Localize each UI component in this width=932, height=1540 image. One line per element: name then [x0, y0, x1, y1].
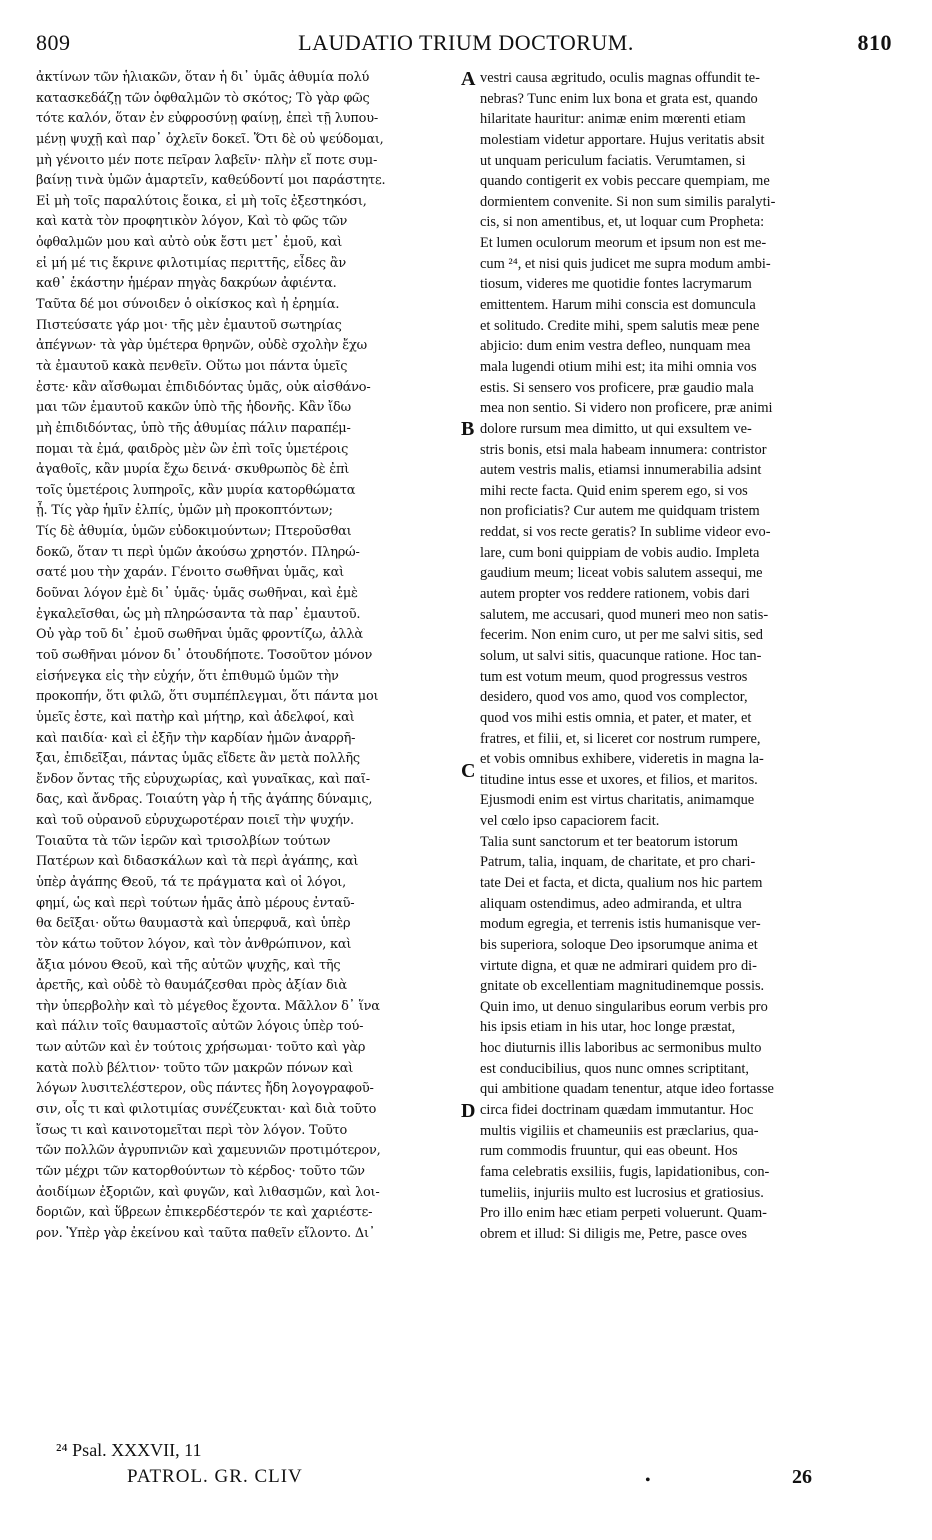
latin-text-line: emittentem. Harum mihi conscia est domuncula [480, 297, 756, 314]
greek-text-line: ἀκτίνων τῶν ἡλιακῶν, ὅταν ἡ δι᾽ ὑμᾶς ἀθυμία πολύ [36, 70, 370, 85]
greek-text-line: ρον. Ὑπὲρ γὰρ ἐκείνου καὶ ταῦτα παθεῖν εἴλοντο. Δι᾽ [36, 1225, 376, 1241]
greek-text-line: σατέ μου τὴν χαράν. Γένοιτο σωθῆναι ὑμᾶς, καὶ [36, 565, 345, 581]
latin-text-line: est conducibilius, quos nunc omnes scriptitant, [480, 1060, 749, 1077]
latin-text-line: tum est votum meum, quod progressus vestros [480, 668, 748, 685]
latin-text-line: Patrum, talia, inquam, de charitate, et pro chari- [480, 854, 756, 871]
greek-text-line: Οὐ γὰρ τοῦ δι᾽ ἐμοῦ σωθῆναι ὑμᾶς φροντίζω, ἀλλὰ [36, 627, 363, 643]
greek-text-line: Εἰ μὴ τοῖς παραλύτοις ἔοικα, εἰ μὴ τοῖς ἐξεστηκόσι, [36, 193, 367, 209]
greek-text-line: ἀρετῆς, καὶ οὐδὲ τὸ θαυμάζεσθαι πρὸς ἀξίαν διὰ [36, 978, 347, 994]
latin-text-line: et solitudo. Credite mihi, spem salutis meæ pene [480, 317, 760, 334]
latin-text-line: estis. Si sensero vos proficere, præ gaudio mala [480, 379, 754, 396]
latin-text-line: solum, ut salvi sitis, quacunque ratione. Hoc tan- [480, 647, 762, 664]
latin-text-line: quod vos mihi estis omnia, et pater, et mater, et [480, 709, 752, 726]
latin-text-line: virtute digna, et quæ ne admirari quidem pro di- [480, 957, 757, 974]
section-marker-b: B [461, 418, 475, 440]
latin-text-line: gaudium meum; liceat vobis salutem assequi, me [480, 565, 763, 582]
latin-text-line: gnitate ob excellentiam magnitudinemque possis. [480, 978, 765, 995]
latin-text-line: tate Dei et facta, et dicta, qualium nos hic partem [480, 874, 763, 891]
latin-text-line: salutem, me accusari, quod muneri meo non satis- [480, 606, 769, 623]
greek-text-line: καὶ παιδία· καὶ εἰ ἐξῆν τὴν καρδίαν ἡμῶν ἀναρρῆ- [36, 730, 356, 746]
greek-text-line: ᾖ. Τίς γὰρ ἡμῖν ἐλπίς, ὑμῶν μὴ προκοπτόντων; [36, 503, 333, 519]
latin-text-line: ut unquam periculum faciatis. Verumtamen, si [480, 152, 746, 169]
latin-text-line: vestri causa ægritudo, oculis magnas offundit te- [480, 70, 760, 86]
greek-text-line: κατασκεδάζῃ τῶν ὀφθαλμῶν τὸ σκότος; Τὸ γὰρ φῶς [36, 90, 370, 106]
greek-text-line: εἰσήνεγκα εἰς τὴν εὐχήν, ὅτι ἐπιθυμῶ ὑμῶν τὴν [36, 668, 339, 684]
latin-text-line: quando contigerit ex vobis peccare quempiam, me [480, 173, 770, 190]
latin-text-line: mala lugendi otium mihi est; ita mihi omnia vos [480, 358, 757, 375]
greek-text-line: μὴ ἐπιδιδόντας, ὑπὸ τῆς ἀθυμίας πάλιν παραπέμ- [36, 420, 351, 436]
dot-mark: • [645, 1472, 651, 1489]
greek-text-line: ἐγκαλεῖσθαι, ὡς μὴ πληρώσαντα τὰ παρ᾽ ἐμαυτοῦ. [36, 606, 361, 622]
latin-text-line: hilaritate hauritur: animæ enim mœrenti etiam [480, 111, 746, 128]
latin-text-line: mihi recte facta. Quid enim sperem ego, si vos [480, 482, 748, 499]
latin-text-line: autem propter vos reddere rationem, vobis dari [480, 586, 750, 603]
greek-text-column [36, 68, 458, 1438]
greek-text-line: ἐστε· κἂν αἴσθωμαι ἐπιδιδόντας ὑμᾶς, οὐκ αἰσθάνο- [36, 379, 371, 395]
greek-text-line: Τίς δὲ ἀθυμία, ὑμῶν εὐδοκιμούντων; Πτεροῦσθαι [36, 524, 352, 540]
latin-text-line: his ipsis etiam in his utar, hoc longe præstat, [480, 1019, 736, 1036]
greek-text-line: Πατέρων καὶ διδασκάλων καὶ τὰ περὶ ἀγάπης, καὶ [36, 854, 359, 870]
greek-text-line: ἀοιδίμων ἐξοριῶν, καὶ φυγῶν, καὶ λιθασμῶν, καὶ λοι- [36, 1184, 380, 1200]
latin-text-line: cum ²⁴, et nisi quis judicet me supra modum ambi- [480, 255, 771, 272]
latin-text-line: obrem et illud: Si diligis me, Petre, pasce oves [480, 1225, 747, 1242]
latin-text-line: abjicio: dum enim vestra defleo, nunquam mea [480, 338, 751, 355]
greek-text-line: τοῦ σωθῆναι μόνον δι᾽ ὁτουδήποτε. Τοσοῦτον μόνον [36, 647, 373, 663]
latin-text-line: fecerim. Non enim curo, ut per me salvi sitis, sed [480, 627, 763, 644]
greek-text-line: δοκῶ, ὅταν τι περὶ ὑμῶν ἀκούσω χρηστόν. Πληρώ- [36, 544, 360, 560]
latin-text-line: mea non sentio. Si videro non proficere, præ animi [480, 400, 773, 417]
greek-text-line: τὴν ὑπερβολὴν καὶ τὸ μέγεθος ἔχοντα. Μᾶλλον δ᾽ ἵνα [36, 998, 380, 1014]
latin-text-line: fratres, et filii, et, si liceret cor nostrum rumpere, [480, 730, 761, 747]
greek-text-line: εἰ μή μέ τις ἔκρινε φιλοτιμίας περιττῆς, εἶδες ἂν [36, 255, 346, 271]
greek-text-line: καὶ κατὰ τὸν προφητικὸν λόγον, Καὶ τὸ φῶς τῶν [36, 214, 348, 230]
page-number-right: 810 [857, 30, 892, 55]
greek-text-line: καθ᾽ ἑκάστην ἡμέραν πηγὰς δακρύων ἀφιέντα. [36, 276, 337, 292]
greek-text-line: μαι τῶν ἐμαυτοῦ κακῶν ὑπὸ τῆς ἡδονῆς. Κἂν ἴδω [36, 400, 351, 416]
latin-text-line: autem vestris malis, etiamsi innumerabilia adsint [480, 462, 762, 479]
latin-text-line: fama celebratis exsiliis, fugis, lapidationibus, con- [480, 1163, 770, 1180]
latin-text-line: Et lumen oculorum meorum et ipsum non est me- [480, 235, 767, 252]
greek-text-line: προκοπήν, ὅτι φιλῶ, ὅτι συμπέπλεγμαι, ὅτι πάντα μοι [36, 689, 379, 705]
latin-text-line: stris bonis, etsi mala habeam innumera: contristor [480, 441, 767, 458]
section-marker-c: C [461, 760, 476, 782]
latin-text-line: qui ambitione quadam tenentur, atque ideo fortasse [480, 1081, 774, 1098]
greek-text-line: των αὐτῶν καὶ ἐν τούτοις χρήσωμαι· τοῦτο καὶ γὰρ [36, 1040, 366, 1056]
greek-text-line: τὸν κάτω τοῦτον λόγον, καὶ τὸν ἀνθρώπινον, καὶ [36, 936, 352, 952]
greek-text-line: φημί, ὡς καὶ περὶ τούτων ἡμᾶς ἀπὸ μέρους ἐνταῦ- [36, 895, 355, 911]
section-marker-a: A [461, 68, 476, 90]
greek-text-line: ὑμεῖς ἐστε, καὶ πατὴρ καὶ μήτηρ, καὶ ἀδελφοί, καὶ [36, 709, 355, 725]
latin-text-line: dolore rursum mea dimitto, ut qui exsultem ve- [480, 420, 752, 437]
greek-text-line: ἀγαθοῖς, κἂν μυρία ἔχω δεινά· σκυθρωπὸς δὲ ἐπὶ [36, 462, 350, 478]
greek-text-line: τῶν μέχρι τῶν κατορθούντων τὸ κέρδος· τοῦτο τῶν [36, 1163, 365, 1179]
greek-text-line: λόγων λυσιτελέστερον, οὓς πάντες ἤδη λογογραφοῦ- [36, 1081, 374, 1097]
latin-text-line: Ejusmodi enim est virtus charitatis, animamque [480, 792, 755, 809]
latin-text-line: aliquam ostendimus, adeo admiranda, et ultra [480, 895, 742, 912]
greek-text-line: τότε καλόν, ὅταν ἐν εὐφροσύνῃ φαίνῃ, ἐπεὶ τῇ λυπου- [36, 111, 379, 127]
greek-text-line: ἴσως τι καὶ καινοτομεῖται περὶ τὸν λόγον. Τοῦτο [36, 1122, 348, 1138]
greek-text-line: τῶν πολλῶν ἀγρυπνιῶν καὶ χαμευνιῶν προτιμότερον, [36, 1143, 381, 1159]
latin-text-line: Pro illo enim hæc etiam perpeti voluerunt. Quam- [480, 1205, 767, 1222]
latin-text-line: cis, si non amentibus, et, ut loquar cum Propheta: [480, 214, 765, 231]
latin-text-line: reddat, si vos recte geratis? In sublime videor evo- [480, 524, 771, 541]
section-marker-d: D [461, 1100, 476, 1122]
latin-text-line: non proficiatis? Cur autem me quidquam tristem [480, 503, 760, 520]
footnote: ²⁴ Psal. XXXVII, 11 [56, 1440, 202, 1460]
greek-text-line: καὶ τοῦ οὐρανοῦ εὐρυχωροτέραν ποιεῖ τὴν ψυχήν. [36, 813, 354, 829]
latin-text-line: vel cœlo ipso capaciorem facit. [480, 813, 660, 830]
greek-text-line: Ταῦτα δέ μοι σύνοιδεν ὁ οἰκίσκος καὶ ἡ ἐρημία. [36, 297, 340, 313]
greek-text-line: πομαι τὰ ἐμά, φαιδρὸς μὲν ὢν ἐπὶ τοῖς ὑμετέροις [36, 441, 349, 457]
page-number-left: 809 [36, 30, 71, 55]
greek-text-line: κατὰ πολὺ βέλτιον· τοῦτο τῶν μακρῶν πόνων καὶ [36, 1060, 354, 1076]
greek-text-line: ἄξια μόνου Θεοῦ, καὶ τῆς αὐτῶν ψυχῆς, καὶ τῆς [36, 957, 341, 973]
greek-text-line: βαίνῃ τινὰ ὑμῶν ἁμαρτεῖν, καθεύδοντί μοι παράστητε. [36, 173, 386, 189]
greek-text-line: ἔνδον ὄντας τῆς εὐρυχωρίας, καὶ γυναῖκας, καὶ παῖ- [36, 771, 370, 787]
latin-text-line: hoc diuturnis illis laboribus ac sermonibus multo [480, 1040, 762, 1057]
latin-text-line: bis superiora, soloque Deo ipsorumque anima et [480, 936, 758, 953]
greek-text-line: δοῦναι λόγον ἐμὲ δι᾽ ὑμᾶς· ὑμᾶς σωθῆναι, καὶ ἐμὲ [36, 586, 358, 602]
running-header [0, 30, 932, 64]
greek-text-line: θα δεῖξαι· οὕτω θαυμαστὰ καὶ ὑπερφυᾶ, καὶ ὑπὲρ [36, 916, 351, 932]
latin-text-line: nebras? Tunc enim lux bona et grata est, quando [480, 90, 758, 107]
greek-text-line: τὰ ἐμαυτοῦ κακὰ πενθεῖν. Οὕτω μοι πάντα ὑμεῖς [36, 358, 348, 374]
greek-text-line: ξαι, ἐπιδεῖξαι, πάντας ὑμᾶς εἴδετε ἂν μετὰ πολλῆς [36, 751, 360, 767]
latin-text-line: et vobis omnibus exhibere, videretis in magna la- [480, 751, 764, 768]
latin-text-line: Quin imo, ut denuo singularibus eorum verbis pro [480, 998, 768, 1015]
latin-text-line: titudine intus esse et uxores, et filios, et maritos. [480, 771, 758, 788]
latin-text-line: dormientem convenite. Si non sum similis paralyti- [480, 193, 776, 210]
greek-text-line: δοριῶν, καὶ ὕβρεων ἐπικερδέστερόν τε καὶ χαριέστε- [36, 1205, 373, 1221]
latin-text-line: tiosum, videres me quotidie fontes lacrymarum [480, 276, 752, 293]
greek-text-line: Πιστεύσατε γάρ μοι· τῆς μὲν ἐμαυτοῦ σωτηρίας [36, 317, 342, 333]
signature-mark: PATROL. GR. CLIV [127, 1466, 303, 1487]
greek-text-line: τοῖς ὑμετέροις λυπηροῖς, κἂν μυρία κατορθώματα [36, 482, 356, 498]
latin-text-line: rum commodis fruuntur, qui eas obeunt. Hos [480, 1143, 738, 1160]
latin-text-line: modum egregia, et terrenis istis humanisque ver- [480, 916, 761, 933]
greek-text-line: μὴ γένοιτο μέν ποτε πεῖραν λαβεῖν· πλὴν εἴ ποτε συμ- [36, 152, 378, 168]
running-title: LAUDATIO TRIUM DOCTORUM. [298, 30, 634, 55]
greek-text-line: δας, καὶ ἄνδρας. Τοιαύτη γὰρ ἡ τῆς ἀγάπης δύναμις, [36, 792, 373, 808]
sheet-number: 26 [792, 1466, 812, 1488]
latin-text-line: molestiam videtur apportare. Hujus veritatis absit [480, 131, 765, 148]
latin-text-line: tumeliis, injuriis multo est lucrosius et gratiosius. [480, 1184, 764, 1201]
latin-text-line: multis vigiliis et chameuniis est præclarius, qua- [480, 1122, 759, 1139]
greek-text-line: ὀφθαλμῶν μου καὶ αὐτὸ οὐκ ἔστι μετ᾽ ἐμοῦ, καὶ [36, 235, 343, 251]
latin-text-column [480, 68, 895, 1438]
latin-text-line: desidero, quod vos amo, quod vos complector, [480, 689, 748, 706]
greek-text-line: σιν, οἷς τι καὶ φιλοτιμίας συνέζευκται· καὶ διὰ τοῦτο [36, 1102, 377, 1118]
greek-text-line: ἀπέγνων· τὰ γὰρ ὑμέτερα θρηνῶν, οὐδὲ σχολὴν ἔχω [36, 338, 367, 354]
greek-text-line: Τοιαῦτα τὰ τῶν ἱερῶν καὶ τρισολβίων τούτων [36, 833, 331, 849]
greek-text-line: καὶ πάλιν τοῖς θαυμαστοῖς αὐτῶν λόγοις ὑπὲρ τού- [36, 1019, 364, 1035]
latin-text-line: lare, cum boni quippiam de vobis audio. Impleta [480, 544, 760, 561]
greek-text-line: ὑπὲρ ἀγάπης Θεοῦ, τά τε πράγματα καὶ οἱ λόγοι, [36, 874, 347, 890]
greek-text-line: μένῃ ψυχῇ καὶ παρ᾽ ὀχλεῖν δοκεῖ. Ὅτι δὲ οὐ ψεύδομαι, [36, 131, 384, 147]
latin-text-line: Talia sunt sanctorum et ter beatorum istorum [480, 833, 738, 850]
latin-text-line: circa fidei doctrinam quædam immutantur. Hoc [480, 1102, 754, 1119]
